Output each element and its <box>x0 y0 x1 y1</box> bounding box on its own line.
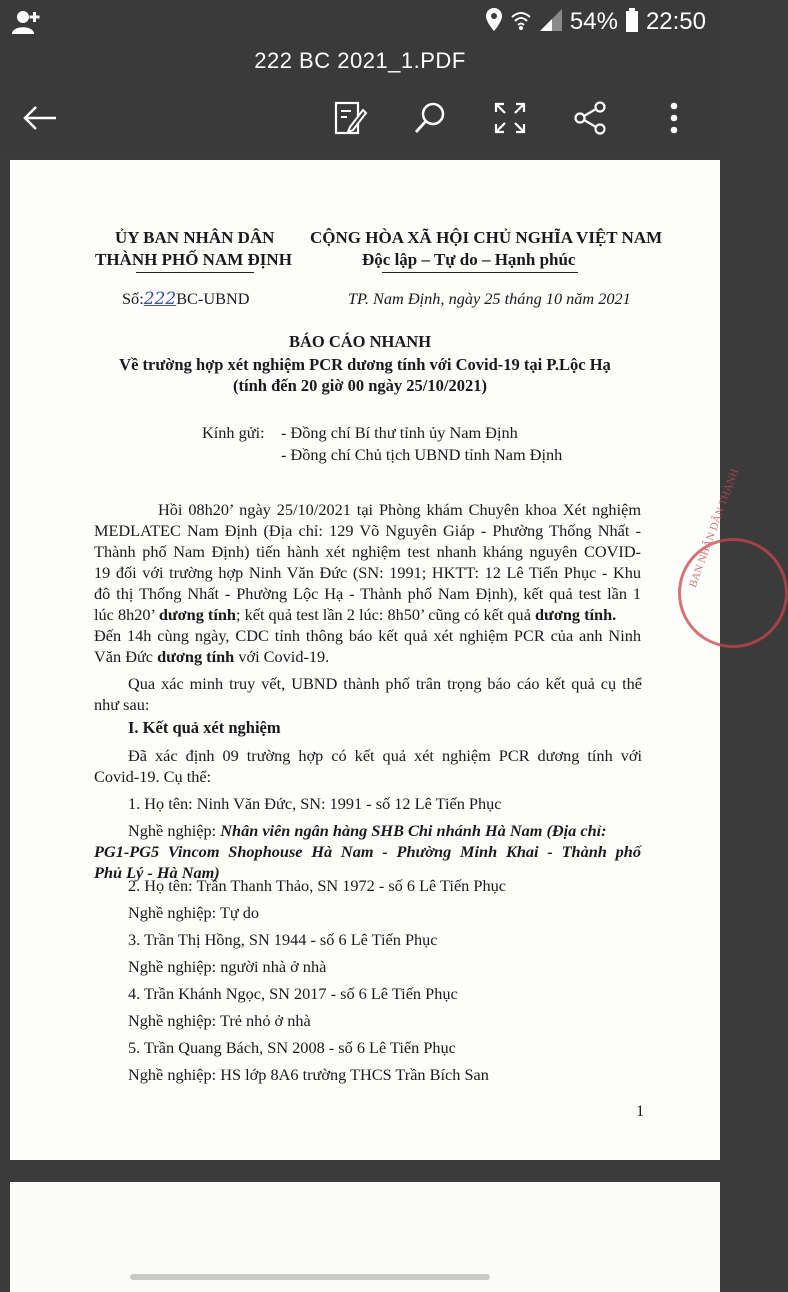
pdf-page-2[interactable] <box>10 1182 720 1292</box>
case-1-job-line1: Nghề nghiệp: Nhân viên ngân hàng SHB Chi nhánh Hà Nam (Địa chỉ: <box>128 821 607 840</box>
motto: Độc lập – Tự do – Hạnh phúc <box>362 250 576 269</box>
add-contact-icon <box>12 10 40 40</box>
document-title: 222 BC 2021_1.PDF <box>254 48 466 73</box>
country-header: CỘNG HÒA XÃ HỘI CHỦ NGHĨA VIỆT NAM <box>310 228 663 247</box>
edit-document-icon <box>333 100 367 136</box>
wifi-icon <box>510 9 532 35</box>
fullscreen-icon <box>494 102 526 134</box>
para1-line8: Văn Đức dương tính với Covid-19. <box>94 647 330 666</box>
case-4-job: Nghề nghiệp: Trẻ nhỏ ở nhà <box>128 1011 311 1030</box>
share-icon <box>573 101 607 135</box>
signal-icon <box>540 9 562 35</box>
status-bar <box>0 0 720 46</box>
search-icon <box>413 101 447 135</box>
back-button[interactable] <box>18 96 62 140</box>
recipient-2: - Đồng chí Chủ tịch UBND tỉnh Nam Định <box>281 445 563 464</box>
org-name-line1: ỦY BAN NHÂN DÂN <box>115 228 275 247</box>
annotate-button[interactable] <box>328 96 372 140</box>
para3-line2: Covid-19. Cụ thể: <box>94 767 212 786</box>
para1-line2: MEDLATEC Nam Định (Địa chỉ: 129 Võ Nguyên Giáp - Phường Thống Nhất - <box>94 521 641 540</box>
more-vert-icon <box>669 102 679 134</box>
report-subtitle-2: (tính đến 20 giờ 00 ngày 25/10/2021) <box>233 376 487 395</box>
fullscreen-button[interactable] <box>488 96 532 140</box>
toolbar <box>0 46 720 158</box>
para2-line1: Qua xác minh truy vết, UBND thành phố trân trọng báo cáo kết quả cụ thể <box>128 674 642 693</box>
battery-percent: 54% <box>569 8 618 35</box>
case-2-name: 2. Họ tên: Trần Thanh Thảo, SN 1972 - số 6 Lê Tiến Phục <box>128 876 506 895</box>
org-name-line2: THÀNH PHỐ NAM ĐỊNH <box>95 250 292 269</box>
back-arrow-icon <box>22 104 58 132</box>
location-icon <box>486 8 502 36</box>
case-5-job: Nghề nghiệp: HS lớp 8A6 trường THCS Trần Bích San <box>128 1065 489 1084</box>
para1-line5: đô thị Thống Nhất - Phường Lộc Hạ - Thành phố Nam Định), kết quả test lần 1 <box>94 584 641 603</box>
case-4-name: 4. Trần Khánh Ngọc, SN 2017 - số 6 Lê Tiến Phục <box>128 984 458 1003</box>
para1-line6: lúc 8h20’ dương tính; kết quả test lần 2 lúc: 8h50’ cũng có kết quả dương tính. <box>94 605 617 624</box>
case-1-job-line3: Phủ Lý - Hà Nam) <box>94 863 220 882</box>
report-title: BÁO CÁO NHANH <box>288 332 432 351</box>
pdf-page[interactable] <box>10 160 742 1160</box>
para1-line7: Đến 14h cùng ngày, CDC tỉnh thông báo kết quả xét nghiệm PCR của anh Ninh <box>94 626 641 645</box>
more-options-button[interactable] <box>652 96 696 140</box>
recipient-1: - Đồng chí Bí thư tỉnh ủy Nam Định <box>281 423 518 442</box>
para2-line2: như sau: <box>94 695 150 714</box>
case-1-job-line2: PG1-PG5 Vincom Shophouse Hà Nam - Phường Minh Khai - Thành phố <box>94 842 641 861</box>
share-button[interactable] <box>568 96 612 140</box>
para3-line1: Đã xác định 09 trường hợp có kết quả xét nghiệm PCR dương tính với <box>128 746 642 765</box>
date-line: TP. Nam Định, ngày 25 tháng 10 năm 2021 <box>348 289 631 308</box>
case-2-job: Nghề nghiệp: Tự do <box>128 903 260 922</box>
case-3-name: 3. Trần Thị Hồng, SN 1944 - số 6 Lê Tiến Phục <box>128 930 438 949</box>
page-number: 1 <box>636 1101 645 1120</box>
search-button[interactable] <box>408 96 452 140</box>
battery-icon <box>626 8 638 36</box>
case-3-job: Nghề nghiệp: người nhà ở nhà <box>128 957 327 976</box>
page-2-text-preview <box>130 1274 490 1280</box>
report-subtitle-1: Về trường hợp xét nghiệm PCR dương tính với Covid-19 tại P.Lộc Hạ <box>119 355 611 374</box>
official-seal <box>678 467 788 648</box>
para1-line1: Hồi 08h20’ ngày 25/10/2021 tại Phòng khám Chuyên khoa Xét nghiệm <box>158 500 641 519</box>
case-5-name: 5. Trần Quang Bách, SN 2008 - số 6 Lê Tiến Phục <box>128 1038 456 1057</box>
recipient-label: Kính gửi: <box>202 423 265 442</box>
para1-line4: 19 đối với trường hợp Ninh Văn Đức (SN: 1991; HKTT: 12 Lê Tiến Phục - Khu <box>94 563 641 582</box>
document-number: Số:222BC-UBND <box>122 289 250 309</box>
motto-underline <box>382 272 578 273</box>
section-heading: I. Kết quả xét nghiệm <box>128 718 281 737</box>
org-underline <box>136 272 254 273</box>
para1-line3: Thành phố Nam Định) tiến hành xét nghiệm test nhanh kháng nguyên COVID- <box>94 542 641 561</box>
clock: 22:50 <box>645 8 706 35</box>
seal-text: BAN NHÂN DÂN THÀNH <box>687 467 742 590</box>
case-1: 1. Họ tên: Ninh Văn Đức, SN: 1991 - số 12 Lê Tiến Phục <box>128 794 502 813</box>
